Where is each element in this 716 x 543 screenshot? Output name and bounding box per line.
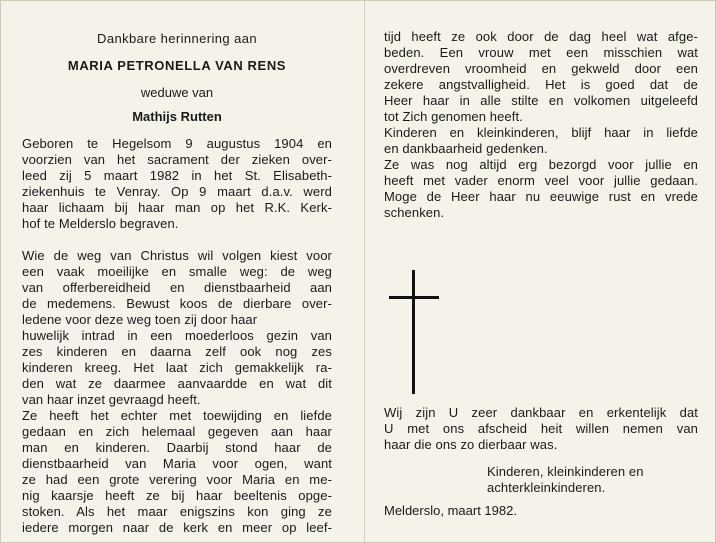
tribute-line: iedere morgen naar de kerk en meer op leef- [22,520,332,535]
bio-line: hof te Melderslo begraven. [22,216,179,231]
tribute-line: dienstbaarheid van Maria voor ogen, want [22,456,332,471]
tribute-line: man en kinderen. Daarbij stond haar de [22,440,332,455]
continuation-line: Moge de Heer haar nu eeuwige rust en vrede [384,189,698,204]
cross-horizontal-bar [389,296,439,299]
tribute-line: Wie de weg van Christus wil volgen kiest voor [22,248,332,263]
continuation-paragraph [384,29,698,221]
deceased-name: MARIA PETRONELLA VAN RENS [67,58,287,73]
signature-block [487,464,644,496]
card-fold-divider [364,0,365,543]
tribute-paragraph [22,248,332,536]
tribute-line: een vaak moeilijke en smalle weg: de weg [22,264,332,279]
bio-paragraph [22,136,332,232]
place-date: Melderslo, maart 1982. [384,503,517,518]
tribute-line: huwelijk intrad in een moederloos gezin van [22,328,332,343]
signature-line: achterkleinkinderen. [487,480,606,495]
continuation-line: Kinderen en kleinkinderen, blijf haar in liefde [384,125,698,140]
continuation-line: schenken. [384,205,445,220]
thanks-paragraph [384,405,698,453]
bio-line: Geboren te Hegelsom 9 augustus 1904 en [22,136,332,151]
relation-text: weduwe van [140,85,214,100]
tribute-line: van offerbereidheid en dienstbaarheid aan [22,280,332,295]
continuation-line: Heer haar in alle stilte en volkomen uitgeleefd [384,93,698,108]
tribute-line: gedaan en zich helemaal gegeven aan haar [22,424,332,439]
signature-line: Kinderen, kleinkinderen en [487,464,644,479]
tribute-line: stoken. Als het maar enigszins kon ging ze [22,504,332,519]
continuation-line: heeft met vader enorm veel voor jullie gedaan. [384,173,698,188]
thanks-line: Wij zijn U zeer dankbaar en erkentelijk dat [384,405,698,420]
left-panel [22,0,332,543]
tribute-line: van haar inzet gevraagd heeft. [22,392,201,407]
tribute-line: nig kaarsje heeft ze bij haar beeltenis opge- [22,488,332,503]
tribute-line: de medemens. Bewust koos de dierbare over- [22,296,332,311]
bio-line: leed zij 5 maart 1982 in het St. Elisabeth- [22,168,332,183]
right-panel [384,0,698,543]
spouse-name: Mathijs Rutten [132,109,222,124]
cross-vertical-bar [412,270,415,394]
bio-line: voorzien van het sacrament der zieken over- [22,152,332,167]
continuation-line: overdreven vroomheid en gekweld door een [384,61,698,76]
bio-line: ziekenhuis te Venray. Op 9 maart d.a.v. werd [22,184,332,199]
continuation-line: en dankbaarheid gedenken. [384,141,548,156]
tribute-line: ze had een grote verering voor Maria en me- [22,472,332,487]
continuation-line: zekere angstvalligheid. Het is goed dat de [384,77,698,92]
continuation-line: tot Zich genomen heeft. [384,109,523,124]
tribute-line: ledene voor deze weg toen zij door haar [22,312,258,327]
continuation-line: tijd heeft ze ook door de dag heel wat afge- [384,29,698,44]
continuation-line: beden. Een vrouw met een misschien wat [384,45,698,60]
tribute-line: zes kinderen en daarna zelf ook nog zes [22,344,332,359]
tribute-line: kinderen kreeg. Het laat zich gemakkelijk ra- [22,360,332,375]
tribute-line: Ze heeft het echter met toewijding en liefde [22,408,332,423]
intro-text: Dankbare herinnering aan [97,31,257,46]
bio-line: haar lichaam bij haar man op het R.K. Kerk- [22,200,332,215]
thanks-line: U met ons afscheid heit willen nemen van [384,421,698,436]
thanks-line: haar die ons zo dierbaar was. [384,437,558,452]
tribute-line: den wat ze daarmee aanvaardde en wat dit [22,376,332,391]
continuation-line: Ze was nog altijd erg bezorgd voor jullie en [384,157,698,172]
